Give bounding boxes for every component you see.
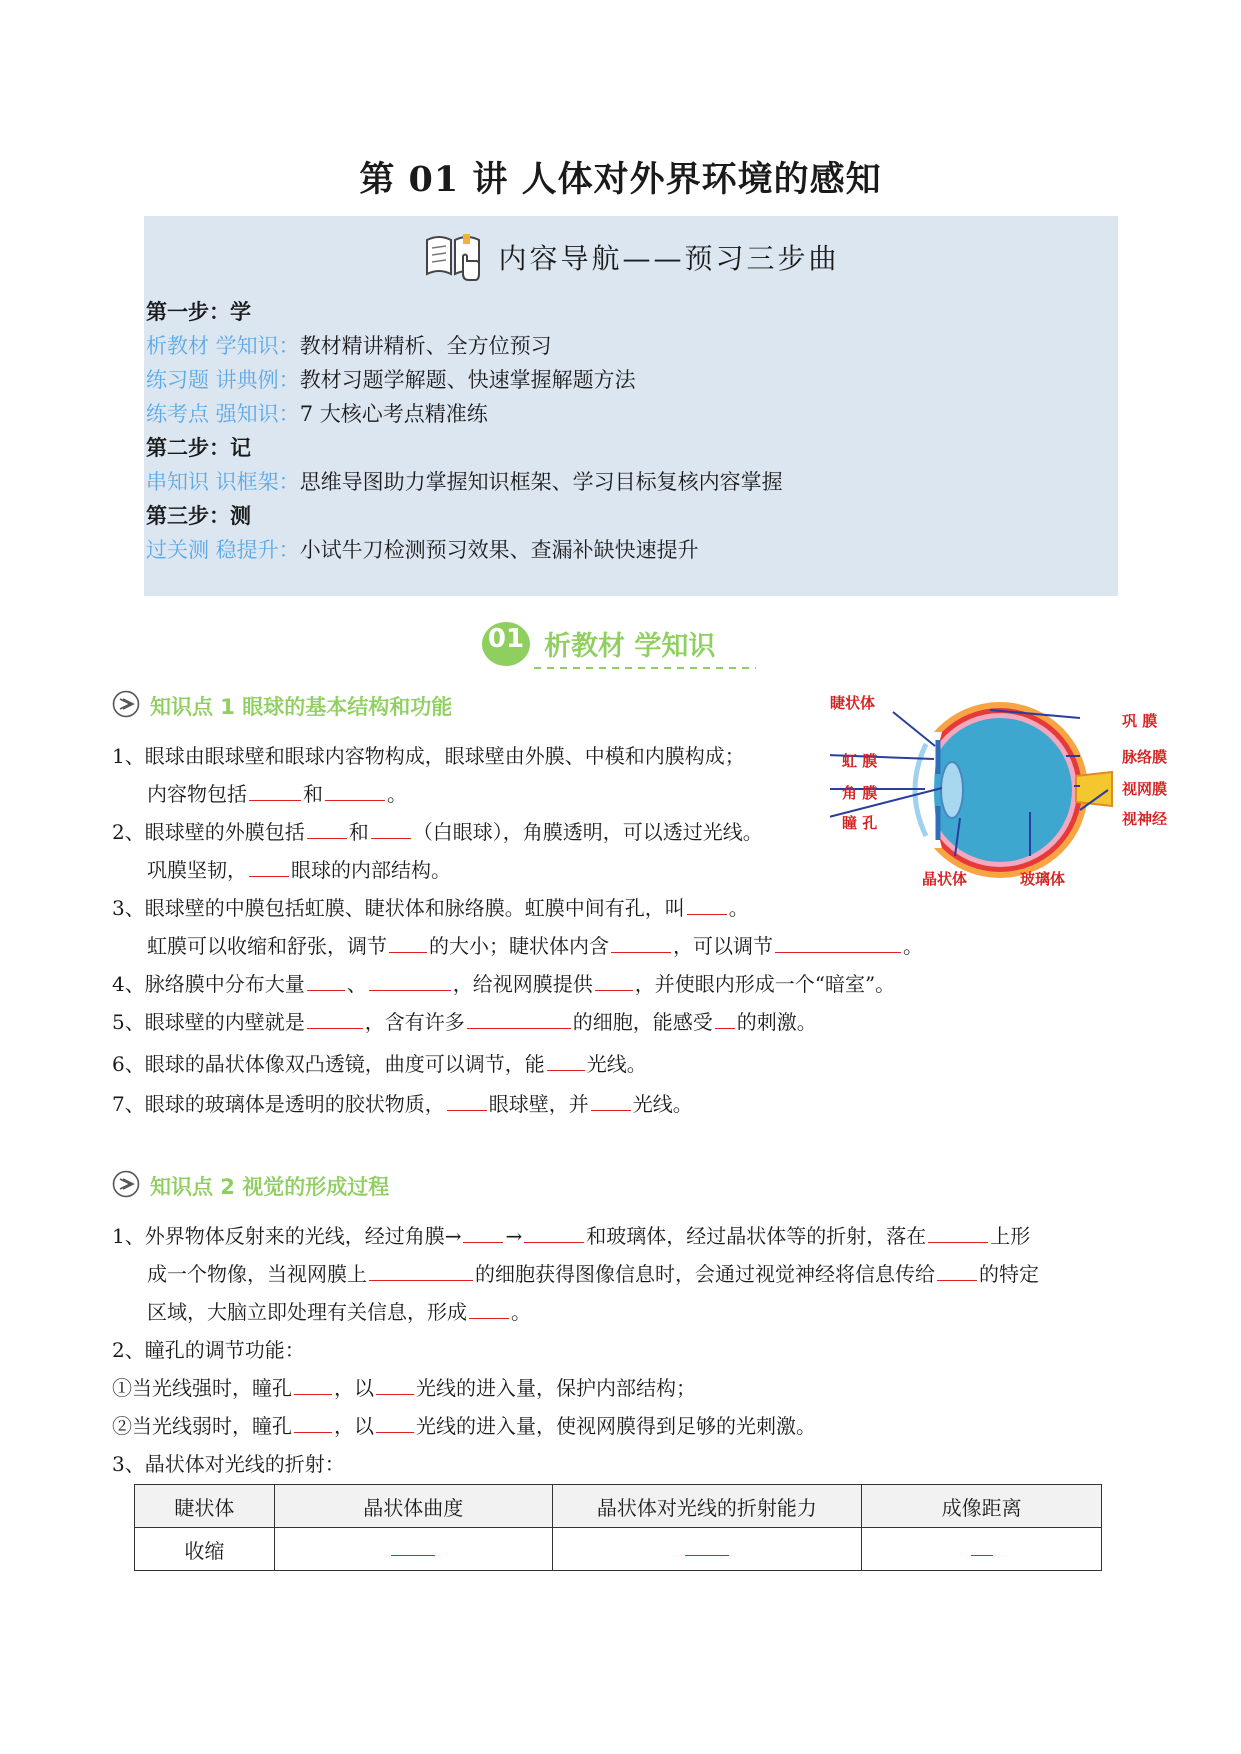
label-vitreous: 玻璃体	[1020, 870, 1066, 888]
fill-blank	[369, 972, 451, 991]
fill-blank	[376, 1376, 414, 1395]
fill-blank	[715, 1010, 735, 1029]
label-choroid: 脉络膜	[1122, 748, 1168, 766]
content-nav-box	[144, 216, 1118, 596]
nav-heading	[144, 230, 1118, 291]
fill-blank	[249, 858, 289, 877]
arrow-circle-icon	[112, 690, 140, 718]
kp1-line-7: 7、眼球的玻璃体是透明的胶状物质， 眼球壁，并 光线。	[112, 1092, 693, 1116]
fill-blank	[595, 972, 633, 991]
nav-heading-text: 内容导航——预习三步曲	[498, 242, 840, 275]
fill-blank	[685, 1537, 729, 1556]
nav-item-framework: 串知识 识框架：思维导图助力掌握知识框架、学习目标复核内容掌握	[146, 470, 783, 494]
label-cornea: 角 膜	[842, 784, 878, 802]
nav-step-1: 第一步：学	[146, 299, 251, 324]
label-retina: 视网膜	[1122, 780, 1168, 798]
label-ciliary-body: 睫状体	[830, 694, 876, 712]
table-header-cell: 晶状体对光线的折射能力	[552, 1485, 862, 1528]
kp1-line-2b: 巩膜坚韧， 眼球的内部结构。	[147, 858, 451, 882]
kp2-line-2: 2、瞳孔的调节功能：	[112, 1338, 305, 1362]
fill-blank	[294, 1414, 332, 1433]
kp1-line-3a: 3、眼球壁的中膜包括虹膜、睫状体和脉络膜。虹膜中间有孔，叫 。	[112, 896, 749, 920]
section-number: 01	[487, 624, 525, 654]
table-cell	[274, 1528, 552, 1571]
book-pointer-icon	[423, 230, 483, 291]
label-pupil: 瞳 孔	[842, 814, 878, 832]
fill-blank	[294, 1376, 332, 1395]
kp1-line-1a: 1、眼球由眼球壁和眼球内容物构成，眼球壁由外膜、中模和内膜构成；	[112, 744, 745, 768]
kp2-line-4: ②当光线弱时，瞳孔 ，以 光线的进入量，使视网膜得到足够的光刺激。	[112, 1414, 816, 1438]
fill-blank	[249, 782, 301, 801]
kp1-line-1b: 内容物包括 和 。	[147, 782, 407, 806]
nav-item-study: 析教材 学知识：教材精讲精析、全方位预习	[146, 334, 552, 358]
fill-blank	[307, 1010, 363, 1029]
nav-step-3: 第三步：测	[146, 503, 251, 528]
section-title: 析教材 学知识	[544, 631, 716, 662]
fill-blank	[463, 1224, 503, 1243]
label-iris: 虹 膜	[842, 752, 878, 770]
nav-step-2: 第二步：记	[146, 435, 251, 460]
fill-blank	[971, 1537, 993, 1556]
fill-blank	[928, 1224, 988, 1243]
fill-blank	[937, 1262, 977, 1281]
table-header-cell: 晶状体曲度	[274, 1485, 552, 1528]
kp1-line-3b: 虹膜可以收缩和舒张，调节 的大小；睫状体内含 ，可以调节 。	[147, 934, 923, 958]
table-row	[135, 1528, 1102, 1571]
fill-blank	[376, 1414, 414, 1433]
fill-blank	[389, 934, 427, 953]
nav-item-drill: 练考点 强知识：7 大核心考点精准练	[146, 402, 488, 426]
kp1-line-4: 4、脉络膜中分布大量 、 ，给视网膜提供 ，并使眼内形成一个“暗室”。	[112, 972, 896, 996]
kp2-line-1b: 成一个物像，当视网膜上 的细胞获得图像信息时，会通过视觉神经将信息传给 的特定	[147, 1262, 1039, 1286]
table-header-row	[135, 1485, 1102, 1528]
fill-blank	[391, 1537, 435, 1556]
eyeball-diagram	[830, 692, 1190, 902]
fill-blank	[547, 1052, 585, 1071]
table-header-cell: 成像距离	[862, 1485, 1102, 1528]
page-title: 第 01 讲 人体对外界环境的感知	[359, 159, 882, 200]
kp2-title: 知识点 2 视觉的形成过程	[150, 1175, 390, 1199]
fill-blank	[307, 820, 347, 839]
section-badge	[480, 618, 760, 674]
label-lens: 晶状体	[922, 870, 968, 888]
kp1-line-5: 5、眼球壁的内壁就是 ，含有许多 的细胞，能感受 的刺激。	[112, 1010, 817, 1034]
fill-blank	[467, 1010, 571, 1029]
fill-blank	[591, 1092, 631, 1111]
table-header-cell: 睫状体	[135, 1485, 275, 1528]
arrow-circle-icon	[112, 1170, 140, 1198]
kp1-title: 知识点 1 眼球的基本结构和功能	[150, 695, 453, 719]
kp2-line-1c: 区域，大脑立即处理有关信息，形成 。	[147, 1300, 531, 1324]
fill-blank	[775, 934, 901, 953]
nav-item-practice: 练习题 讲典例：教材习题学解题、快速掌握解题方法	[146, 368, 636, 392]
label-sclera: 巩 膜	[1122, 712, 1158, 730]
fill-blank	[469, 1300, 509, 1319]
lens-refraction-table	[134, 1484, 1102, 1571]
fill-blank	[524, 1224, 584, 1243]
table-cell	[552, 1528, 862, 1571]
kp1-line-2a: 2、眼球壁的外膜包括 和 （白眼球），角膜透明，可以透过光线。	[112, 820, 763, 844]
table-cell	[862, 1528, 1102, 1571]
kp1-line-6: 6、眼球的晶状体像双凸透镜，曲度可以调节，能 光线。	[112, 1052, 647, 1076]
kp2-line-5: 3、晶状体对光线的折射：	[112, 1452, 345, 1476]
fill-blank	[307, 972, 345, 991]
fill-blank	[611, 934, 671, 953]
fill-blank	[371, 820, 411, 839]
label-optic-nerve: 视神经	[1122, 810, 1168, 828]
fill-blank	[325, 782, 385, 801]
fill-blank	[447, 1092, 487, 1111]
fill-blank	[687, 896, 727, 915]
nav-item-test: 过关测 稳提升：小试牛刀检测预习效果、查漏补缺快速提升	[146, 538, 699, 562]
kp2-line-1a: 1、外界物体反射来的光线，经过角膜→ → 和玻璃体，经过晶状体等的折射，落在 上形	[112, 1224, 1031, 1248]
fill-blank	[369, 1262, 473, 1281]
table-cell: 收缩	[135, 1528, 275, 1571]
kp2-line-3: ①当光线强时，瞳孔 ，以 光线的进入量，保护内部结构；	[112, 1376, 696, 1400]
